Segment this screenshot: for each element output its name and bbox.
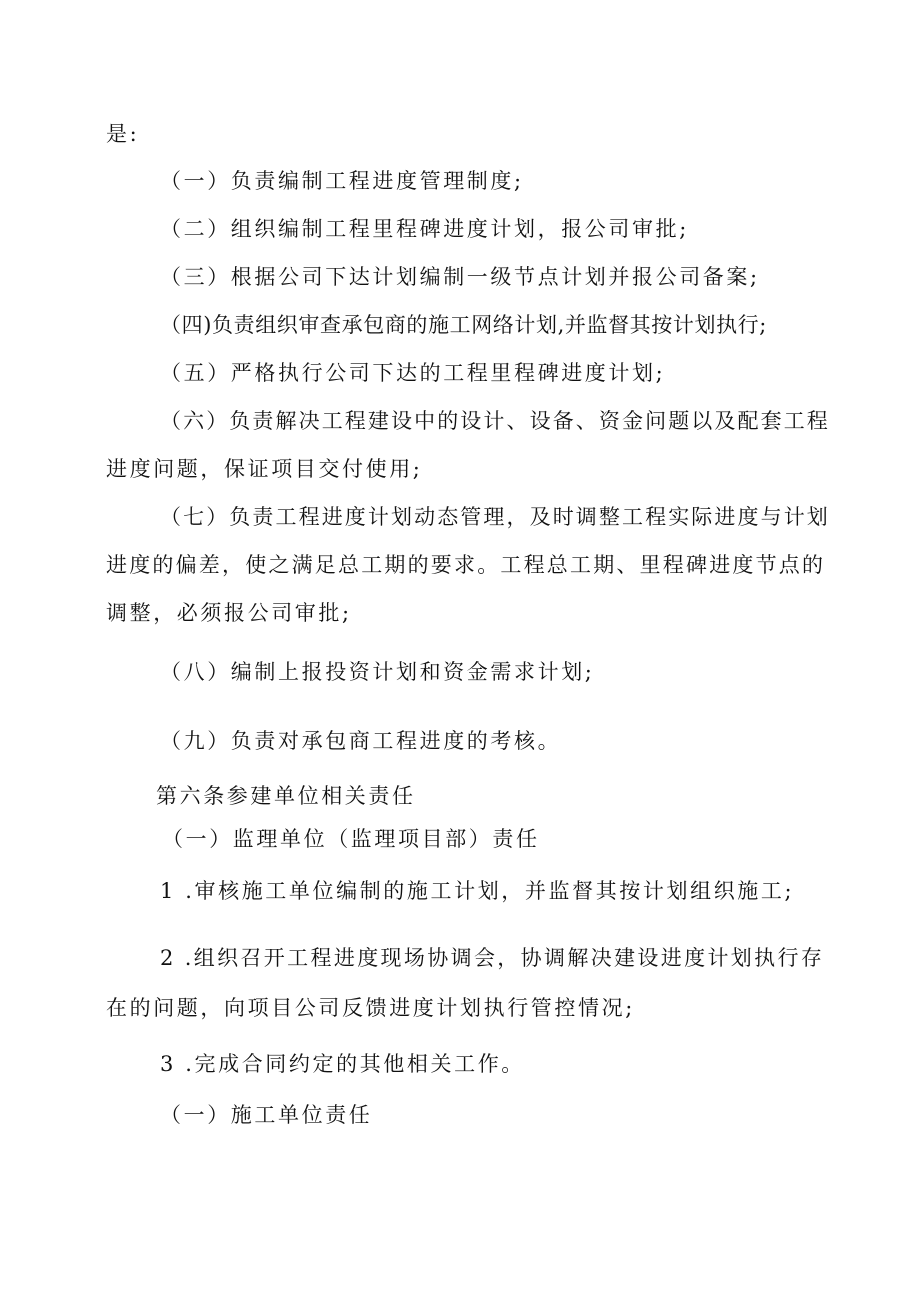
list-item-1: （一）负责编制工程进度管理制度; (160, 169, 524, 193)
subsection-heading-supervision: （一）监理单位（监理项目部）责任 (162, 827, 540, 851)
numbered-item-2-line-2: 在的问题，向项目公司反馈进度计划执行管控情况; (106, 996, 635, 1020)
section-heading-article-6: 第六条参建单位相关责任 (156, 784, 416, 808)
list-item-7-line-3: 调整，必须报公司审批; (106, 601, 352, 625)
numbered-item-1: 1 .审核施工单位编制的施工计划，并监督其按计划组织施工; (160, 879, 795, 903)
subsection-heading-construction: （一）施工单位责任 (160, 1103, 373, 1127)
text-line-continuation: 是: (106, 122, 140, 146)
list-item-3: （三）根据公司下达计划编制一级节点计划并报公司备案; (160, 265, 760, 289)
list-item-6-line-1: （六）负责解决工程建设中的设计、设备、资金问题以及配套工程 (160, 409, 830, 433)
list-item-7-line-1: （七）负责工程进度计划动态管理，及时调整工程实际进度与计划 (160, 505, 830, 529)
list-item-7-line-2: 进度的偏差，使之满足总工期的要求。工程总工期、里程碑进度节点的 (106, 553, 826, 577)
numbered-item-2-line-1: 2 .组织召开工程进度现场协调会，协调解决建设进度计划执行存 (160, 946, 825, 970)
list-item-6-line-2: 进度问题，保证项目交付使用; (106, 457, 423, 481)
list-item-2: （二）组织编制工程里程碑进度计划，报公司审批; (160, 217, 689, 241)
list-item-9: （九）负责对承包商工程进度的考核。 (160, 729, 562, 753)
list-item-4: （四)负责组织审查承包商的施工网络计划,并监督其按计划执行; (160, 313, 767, 337)
numbered-item-3: 3 .完成合同约定的其他相关工作。 (160, 1052, 525, 1076)
list-item-8: （八）编制上报投资计划和资金需求计划; (160, 660, 595, 684)
list-item-5: （五）严格执行公司下达的工程里程碑进度计划; (160, 361, 666, 385)
